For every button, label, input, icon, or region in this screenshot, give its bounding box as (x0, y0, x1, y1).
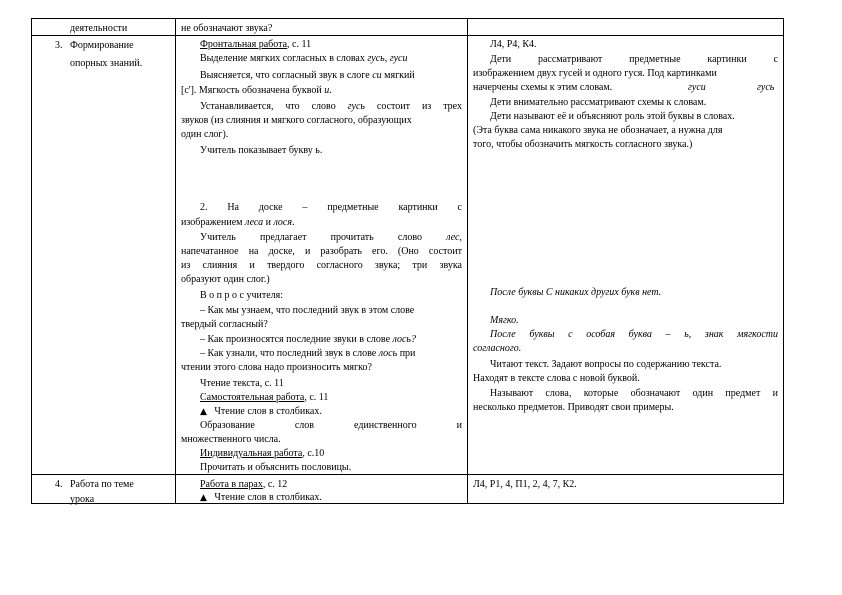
self-work-label: Самостоятельная работа (200, 392, 305, 403)
row-divider-1 (31, 35, 784, 36)
self-work-heading (200, 391, 328, 404)
text: После буквы С никаких других букв нет. (490, 287, 662, 298)
example-word: лося (273, 217, 293, 228)
text: Чтение слов в столбиках. (214, 492, 322, 503)
column-divider-2 (467, 18, 468, 504)
pair-work-heading (200, 478, 287, 491)
table-border-left (31, 18, 32, 504)
teacher-question: чтении этого слова надо произносить мягко? (181, 362, 372, 373)
example-word: гусь (347, 101, 365, 112)
student-text-line: Дети рассматривают предметные картинки с (490, 54, 778, 65)
teacher-text-line: Учитель показывает букву ь. (200, 145, 323, 156)
board-task-line (200, 231, 462, 244)
text: , (384, 53, 390, 64)
text: состоит из трех (364, 101, 462, 112)
board-task-line: 2. На доске – предметные картинки с (200, 202, 462, 213)
task-line: множественного числа. (181, 434, 281, 445)
text: Чтение слов в столбиках. (214, 406, 322, 417)
page-ref: , с. 11 (304, 392, 329, 403)
text: – Как произносятся последние звуки в слове (200, 334, 393, 345)
stage-cell-continued: деятельности (70, 23, 128, 34)
example-word: лось? (392, 334, 416, 345)
teacher-text-line (200, 52, 408, 65)
page-ref: , с. 12 (262, 479, 288, 490)
example-word: си (372, 70, 382, 81)
example-word: лес (446, 232, 460, 243)
row-divider-2 (31, 474, 784, 475)
student-text-line: несколько предметов. Приводят свои примеры. (473, 402, 674, 413)
board-task-line (181, 216, 295, 229)
teacher-text-line: звуков (из слияния и мягкого согласного, образующих (181, 115, 412, 126)
text: Мягко. (490, 315, 519, 326)
text: , (459, 232, 462, 243)
reading-task: Чтение текста, с. 11 (200, 378, 284, 389)
text: согласного. (473, 343, 522, 354)
teacher-question: твердый согласный? (181, 319, 268, 330)
pair-work-label: Работа в парах (200, 479, 263, 490)
stage-title: урока (70, 494, 95, 505)
text: и (263, 217, 274, 228)
text: . (292, 217, 295, 228)
student-text-line: того, чтобы обозначить мягкость согласного звука.) (473, 139, 693, 150)
text: – Как узнали, что последний звук в слове (200, 348, 379, 359)
text: изображением (181, 217, 245, 228)
student-answer (490, 286, 661, 299)
teacher-text-line (200, 100, 462, 113)
indiv-work-label: Индивидуальная работа (200, 448, 303, 459)
text: [с']. Мягкость обозначена буквой (181, 85, 325, 96)
board-task-line: образуют один слог.) (181, 274, 270, 285)
example-word: гусь (757, 82, 775, 93)
stage-title: опорных знаний. (70, 58, 143, 69)
task-line: Образование слов единственного и (200, 420, 462, 431)
text: Выясняется, что согласный звук в слоге (200, 70, 373, 81)
task-line: Прочитать и объяснить пословицы. (200, 462, 352, 473)
teacher-text-line: один слог). (181, 129, 229, 140)
competencies: Л4, Р4, К4. (490, 39, 537, 50)
table-border-right (783, 18, 784, 504)
student-text-line: Дети называют её и объясняют роль этой буквы в словах. (490, 111, 735, 122)
table-border-top (31, 18, 784, 19)
task-line (200, 491, 322, 505)
teacher-cell-continued: не обозначают звука? (181, 23, 273, 34)
student-text-line (473, 81, 778, 94)
text: . (329, 85, 332, 96)
row-number: 4. (55, 479, 63, 490)
student-answer (490, 328, 778, 341)
board-task-line: из слияния и твердого согласного звука; три звука (181, 260, 462, 271)
teacher-question-heading: В о п р о с учителя: (200, 290, 284, 301)
teacher-question (200, 347, 415, 360)
example-word: и (324, 85, 330, 96)
student-text-line: Читают текст. Задают вопросы по содержанию текста. (490, 359, 722, 370)
student-text-line: изображением двух гусей и одного гуся. Под картинками (473, 68, 717, 79)
competencies: Л4, Р1, 4, П1, 2, 4, 7, К2. (473, 479, 577, 490)
text: начерчены схемы к этим словам. (473, 82, 613, 93)
text: Учитель предлагает прочитать слово (200, 232, 447, 243)
student-text-line: Находят в тексте слова с новой буквой. (473, 373, 640, 384)
column-divider-1 (175, 18, 176, 504)
example-word: гусь (367, 53, 385, 64)
student-text-line: Дети внимательно рассматривают схемы к словам. (490, 97, 707, 108)
text: мягкий (381, 70, 415, 81)
stage-title: Формирование (70, 40, 134, 51)
teacher-text-line (181, 84, 332, 97)
example-word: леса (244, 217, 264, 228)
student-text-line: Называют слова, которые обозначают один предмет и (490, 388, 778, 399)
teacher-question (200, 333, 416, 346)
board-task-line: напечатанное на доске, и разобрать его. (Оно состоит (181, 246, 462, 257)
text: После буквы с особая буква – ь, знак мягкости (490, 329, 778, 340)
student-answer (490, 314, 519, 327)
text: при (397, 348, 416, 359)
example-word: лось (378, 348, 398, 359)
stage-title: Работа по теме (70, 479, 134, 490)
frontal-work-label: Фронтальная работа (200, 39, 288, 50)
triangle-icon: ▲ (200, 493, 207, 503)
teacher-activity-heading (200, 38, 311, 51)
teacher-text-line (200, 69, 415, 82)
table-border-bottom (31, 503, 784, 504)
example-word: гуси (389, 53, 408, 64)
task-line (200, 405, 322, 419)
triangle-icon: ▲ (200, 407, 207, 417)
student-text-line: (Эта буква сама никакого звука не обозначает, а нужна для (473, 125, 723, 136)
row-number: 3. (55, 40, 63, 51)
student-answer (473, 342, 521, 355)
text: Устанавливается, что слово (200, 101, 348, 112)
page-ref: , с. 11 (287, 39, 312, 50)
example-word: гуси (688, 82, 706, 93)
text: Выделение мягких согласных в словах (200, 53, 368, 64)
indiv-work-heading (200, 447, 324, 460)
page-ref: , с.10 (302, 448, 325, 459)
teacher-question: – Как мы узнаем, что последний звук в этом слове (200, 305, 415, 316)
